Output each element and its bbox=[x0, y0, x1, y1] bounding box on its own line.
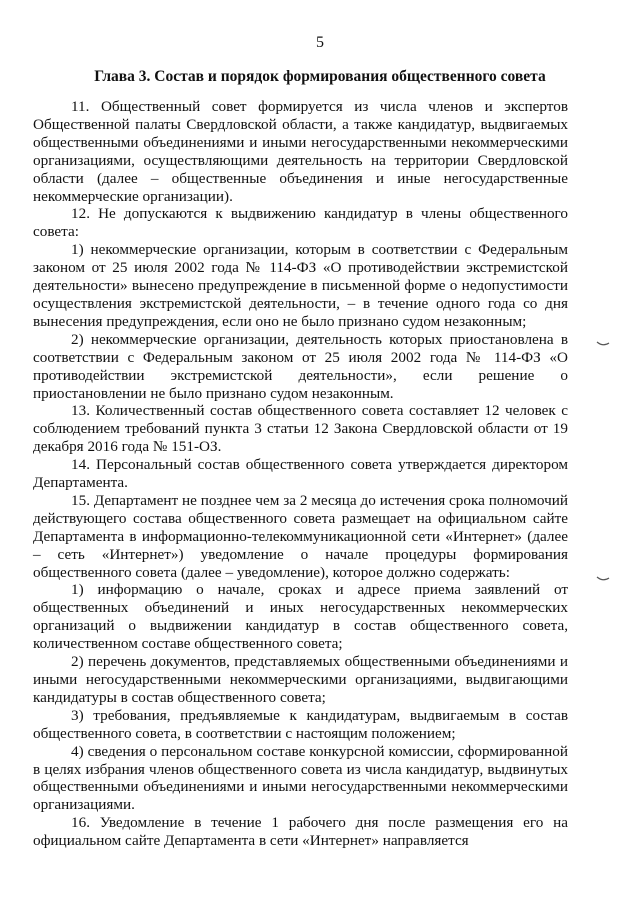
page-number: 5 bbox=[316, 34, 324, 51]
margin-tick-mark bbox=[596, 340, 610, 348]
paragraph-15-item-2: 2) перечень документов, представляемых общественными объединениями и иными негосударственными некоммерческими организациями, выдвигающими кандидатуры в состав общественного совета; bbox=[33, 653, 568, 706]
paragraph-13: 13. Количественный состав общественного совета составляет 12 человек с соблюдением требований пункта 3 статьи 12 Закона Свердловской области от 19 декабря 2016 года № 151-ОЗ. bbox=[33, 402, 568, 456]
paragraph-16: 16. Уведомление в течение 1 рабочего дня после размещения его на официальном сайте Департамента в сети «Интернет» направляется bbox=[33, 814, 568, 850]
paragraph-15-item-1: 1) информацию о начале, сроках и адресе приема заявлений от общественных объединений и иных негосударственных некоммерческих организаций о выдвижении кандидатур в состав общественного совета, количественном составе общественного совета; bbox=[33, 581, 568, 653]
document-body bbox=[33, 98, 568, 850]
paragraph-12-item-2: 2) некоммерческие организации, деятельность которых приостановлена в соответствии с Федеральным законом от 25 июля 2002 года № 114-ФЗ «О противодействии экстремистской деятельности», если решение о приостановлении не было признано судом незаконным. bbox=[33, 330, 568, 402]
paragraph-15: 15. Департамент не позднее чем за 2 месяца до истечения срока полномочий действующего состава общественного совета размещает на официальном сайте Департамента в информационно-телекоммуникационной сети «Интернет» (далее – сеть «Интернет») уведомление о начале процедуры формирования общественного совета (далее – уведомление), которое должно содержать: bbox=[33, 491, 568, 581]
paragraph-12: 12. Не допускаются к выдвижению кандидатур в члены общественного совета: bbox=[33, 205, 568, 241]
paragraph-15-item-3: 3) требования, предъявляемые к кандидатурам, выдвигаемым в состав общественного совета, в соответствии с настоящим положением; bbox=[33, 706, 568, 742]
paragraph-11: 11. Общественный совет формируется из числа членов и экспертов Общественной палаты Свердловской области, а также кандидатур, выдвигаемых общественными объединениями и иными негосударственными некоммерческими организациями, осуществляющими деятельность на территории Свердловской области (далее – общественные объединения и иные негосударственные некоммерческие организации). bbox=[33, 98, 568, 205]
chapter-heading: Глава 3. Состав и порядок формирования общественного совета bbox=[94, 68, 546, 85]
paragraph-12-item-1: 1) некоммерческие организации, которым в соответствии с Федеральным законом от 25 июля 2002 года № 114-ФЗ «О противодействии экстремистской деятельности» вынесено предупреждение в письменной форме о недопустимости осуществления экстремистской деятельности, – в течение одного года со дня вынесения предупреждения, если оно не было признано судом незаконным; bbox=[33, 241, 568, 330]
paragraph-15-item-4: 4) сведения о персональном составе конкурсной комиссии, сформированной в целях избрания членов общественного совета из числа кандидатур, выдвинутых общественными объединениями и иными негосударственными некоммерческими организациями. bbox=[33, 742, 568, 814]
margin-tick-mark bbox=[596, 575, 610, 583]
paragraph-14: 14. Персональный состав общественного совета утверждается директором Департамента. bbox=[33, 456, 568, 492]
